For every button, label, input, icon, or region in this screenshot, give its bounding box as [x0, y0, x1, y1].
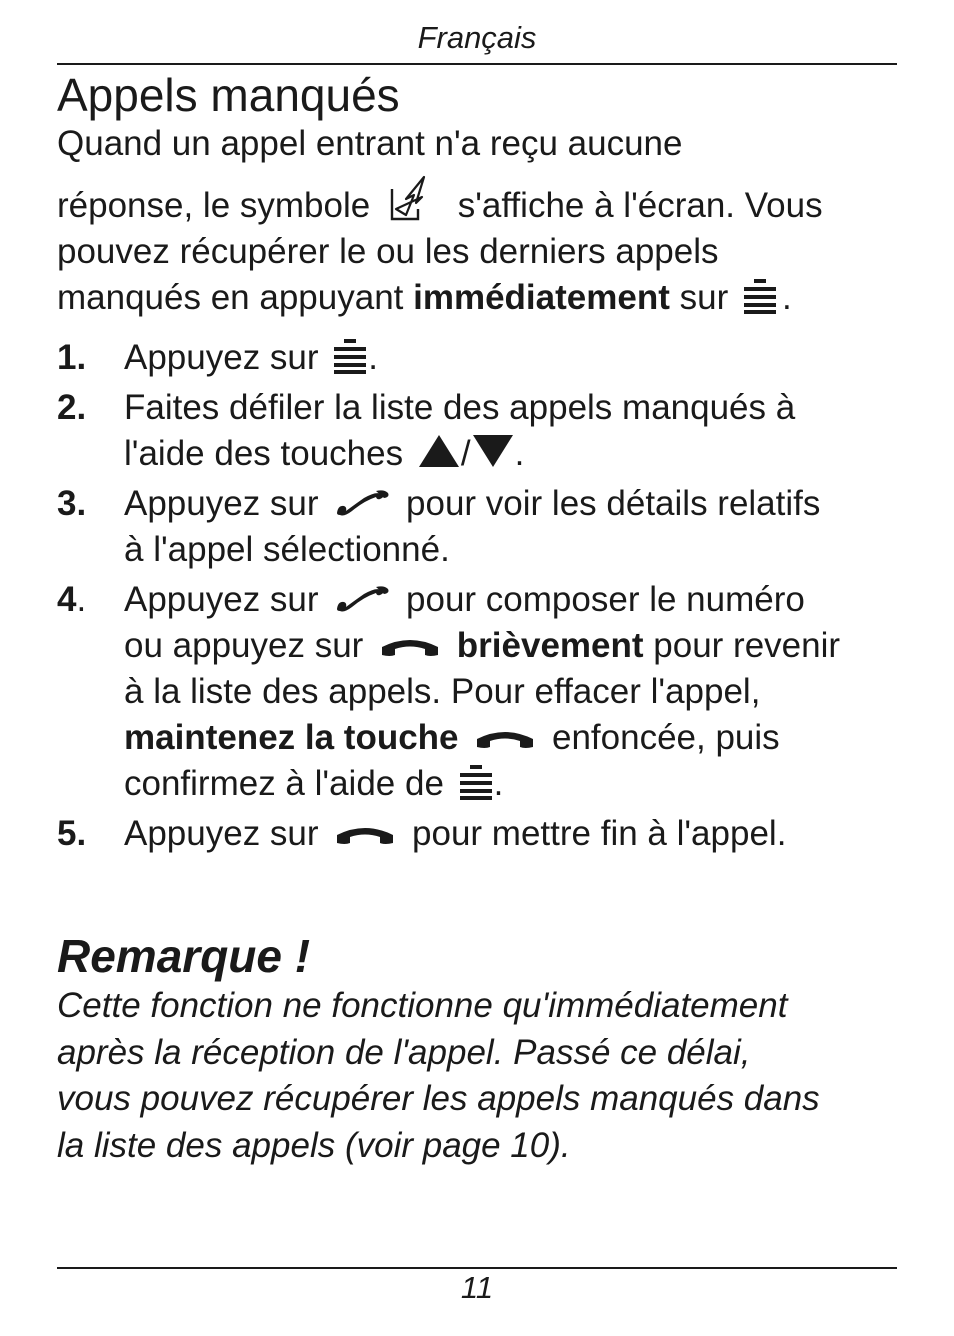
step-item [57, 385, 917, 477]
remark-line: après la réception de l'appel. Passé ce délai, [57, 1032, 751, 1072]
step-item [57, 577, 917, 807]
section-title: Appels manqués [57, 69, 400, 121]
step-text: Faites défiler la liste des appels manqués à l'aide des touches / . [124, 388, 796, 473]
header-divider [57, 63, 897, 65]
emphasis-briefly: brièvement [456, 626, 644, 665]
step-number: 5. [57, 814, 87, 853]
hang-up-icon [474, 727, 536, 751]
call-icon [334, 487, 390, 517]
remark-text [57, 983, 917, 1169]
emphasis-hold-key: maintenez la touche [124, 718, 459, 757]
intro-line-4: manqués en appuyant immédiatement sur . [57, 278, 792, 317]
menu-icon [458, 763, 494, 801]
hang-up-icon [379, 635, 441, 659]
step-item [57, 335, 917, 381]
intro-paragraph [57, 121, 907, 321]
footer-divider [57, 1267, 897, 1269]
call-icon [334, 583, 390, 613]
menu-icon [742, 277, 778, 315]
step-number: 1. [57, 338, 87, 377]
step-item [57, 481, 917, 573]
step-number: 4. [57, 580, 87, 619]
intro-line-1: Quand un appel entrant n'a reçu aucune [57, 124, 683, 163]
menu-icon [332, 337, 368, 375]
missed-call-icon [386, 173, 434, 223]
step-text: Appuyez sur . [124, 338, 379, 377]
intro-line-3: pouvez récupérer le ou les derniers appels [57, 232, 719, 271]
remark-line: vous pouvez récupérer les appels manqués dans [57, 1079, 820, 1118]
up-arrow-icon [417, 433, 461, 469]
step-text: Appuyez sur pour mettre fin à l'appel. [124, 814, 787, 853]
hang-up-icon [334, 823, 396, 847]
step-item [57, 811, 917, 857]
remark-title: Remarque ! [57, 930, 311, 982]
step-text: Appuyez sur pour composer le numéro ou appuyez sur brièvement pour revenir à la liste des appels. Pour effacer l'appel, maintenez la touche enfoncée, puis confirmez à l'aide de . [124, 580, 841, 803]
remark-line: Cette fonction ne fonctionne qu'immédiatement [57, 986, 788, 1025]
steps-list [57, 335, 917, 861]
step-number: 3. [57, 484, 87, 523]
page-number: 11 [460, 1270, 494, 1305]
down-arrow-icon [471, 433, 515, 469]
emphasis-immediately: immédiatement [413, 278, 670, 317]
remark-line: la liste des appels (voir page 10). [57, 1125, 571, 1165]
header-language: Français [417, 20, 537, 55]
step-number: 2. [57, 388, 87, 427]
step-text: Appuyez sur pour voir les détails relatifs à l'appel sélectionné. [124, 484, 821, 569]
intro-line-2: réponse, le symbole s'affiche à l'écran. Vous [57, 173, 823, 229]
